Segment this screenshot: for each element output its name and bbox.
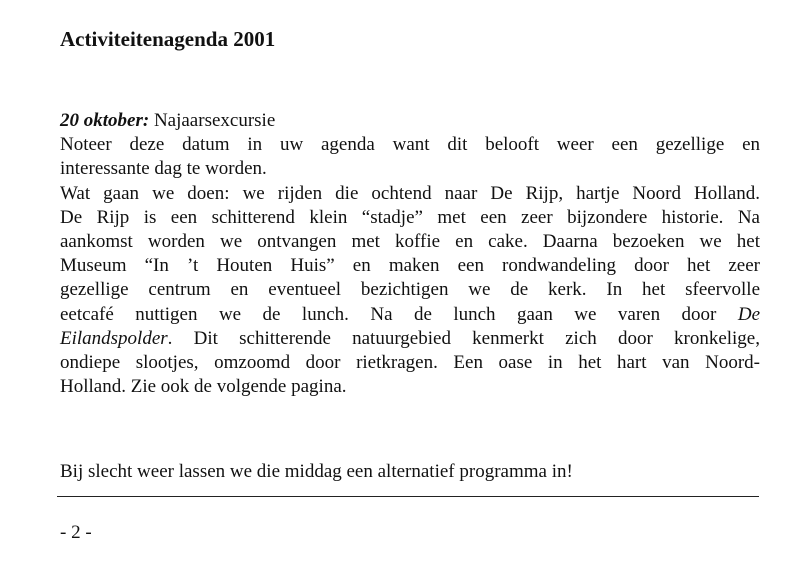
text-line-with-place bbox=[60, 303, 760, 327]
event-description bbox=[60, 109, 760, 399]
event-date: 20 oktober: bbox=[60, 110, 150, 131]
text-line: gezellige centrum en eventueel bezichtigen we de kerk. In het sfeervolle bbox=[60, 279, 760, 301]
text-line: De Rijp is een schitterend klein “stadje” met een zeer bijzondere historie. Na bbox=[60, 206, 760, 228]
page-heading: Activiteitenagenda 2001 bbox=[60, 27, 276, 51]
text-line: Wat gaan we doen: we rijden die ochtend naar De Rijp, hartje Noord Holland. bbox=[60, 182, 760, 204]
text-line: Museum “In ’t Houten Huis” en maken een rondwandeling door het zeer bbox=[60, 255, 760, 277]
closing-note: Bij slecht weer lassen we die middag een alternatief programma in! bbox=[60, 461, 573, 482]
event-title: Najaarsexcursie bbox=[153, 110, 276, 131]
page-number: - 2 - bbox=[60, 522, 92, 543]
text-segment: . Dit schitterende natuurgebied kenmerkt zich door kronkelige, bbox=[167, 327, 760, 349]
text-line-with-place bbox=[60, 327, 760, 351]
place-name: Eilandspolder bbox=[60, 327, 168, 349]
text-line: aankomst worden we ontvangen met koffie en cake. Daarna bezoeken we het bbox=[60, 231, 760, 253]
text-line: interessante dag te worden. bbox=[60, 158, 267, 180]
text-segment: eetcafé nuttigen we de lunch. Na de lunch gaan we varen door bbox=[60, 303, 717, 325]
place-name-part: De bbox=[737, 303, 760, 325]
text-line: ondiepe slootjes, omzoomd door rietkragen. Een oase in het hart van Noord- bbox=[60, 352, 760, 374]
event-title-line bbox=[60, 109, 760, 133]
text-line: Holland. Zie ook de volgende pagina. bbox=[60, 376, 347, 398]
divider bbox=[57, 496, 759, 497]
text-line: Noteer deze datum in uw agenda want dit belooft weer een gezellige en bbox=[60, 134, 760, 156]
